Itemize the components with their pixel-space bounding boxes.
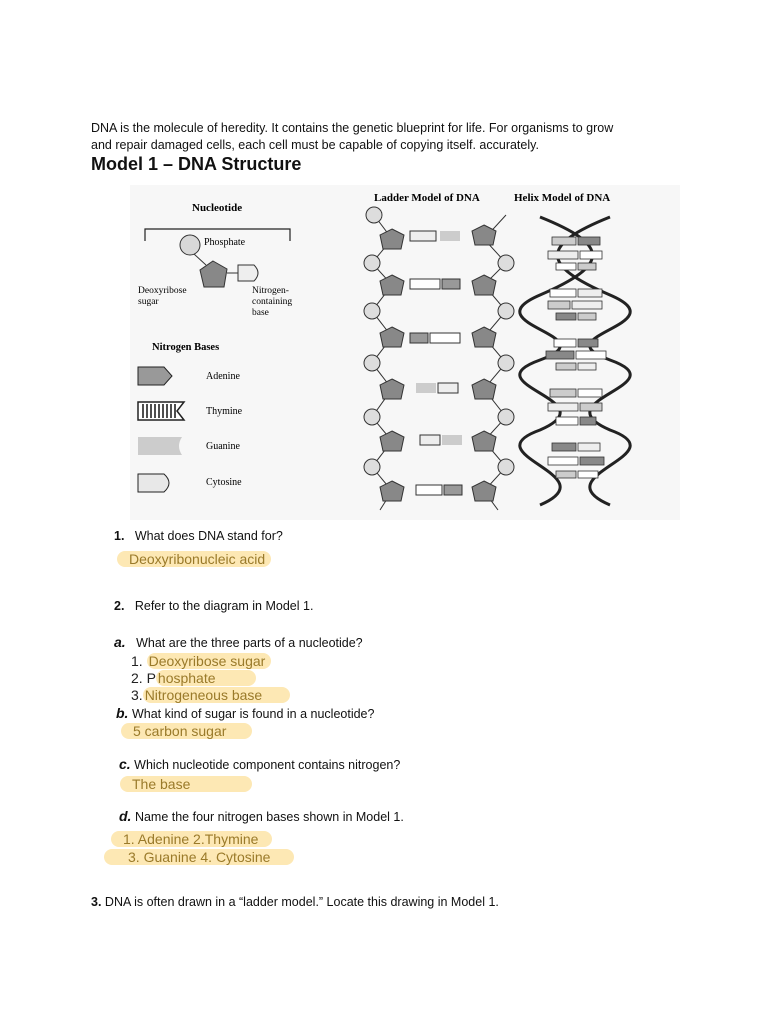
guanine-shape: [138, 437, 182, 455]
helix-title: Helix Model of DNA: [514, 192, 611, 204]
answer-2a-1-prefix: 1.: [131, 653, 147, 669]
intro-paragraph: [91, 120, 691, 154]
question-3-number: 3.: [91, 895, 102, 909]
thymine-label: Thymine: [206, 406, 243, 417]
answer-2a-2-prefix: 2. P: [131, 670, 156, 686]
answer-2b-field[interactable]: 5 carbon sugar: [121, 723, 252, 739]
base-label-2: containing: [252, 297, 293, 307]
answer-2a-1[interactable]: [131, 653, 271, 669]
question-2d-label: d.: [119, 808, 132, 824]
question-2c: [119, 756, 400, 772]
question-1-text: What does DNA stand for?: [134, 529, 283, 543]
question-2: [114, 599, 313, 613]
question-2a-text: What are the three parts of a nucleotide?: [136, 636, 363, 650]
phosphate-circle: [180, 235, 200, 255]
question-3-text: DNA is often drawn in a “ladder model.” Locate this drawing in Model 1.: [104, 895, 499, 909]
nucleotide-title: Nucleotide: [192, 202, 243, 214]
intro-line-2: and repair damaged cells, each cell must be capable of copying itself. accurately.: [91, 138, 539, 152]
adenine-label: Adenine: [206, 371, 240, 382]
answer-2c-field[interactable]: The base: [120, 776, 252, 792]
thymine-shape: [138, 402, 184, 420]
answer-2a-3[interactable]: [131, 687, 290, 703]
question-2a-label: a.: [114, 634, 126, 650]
guanine-label: Guanine: [206, 441, 240, 452]
question-1: [114, 529, 283, 543]
answer-2d-line-1[interactable]: 1. Adenine 2.Thymine: [111, 831, 272, 847]
question-2b-text: What kind of sugar is found in a nucleotide?: [131, 707, 375, 721]
question-2b-label: b.: [116, 705, 129, 721]
phosphate-label: Phosphate: [204, 237, 246, 248]
question-2d: [119, 808, 404, 824]
bases-title: Nitrogen Bases: [152, 342, 220, 353]
adenine-shape: [138, 367, 172, 385]
question-2a: [114, 634, 363, 650]
answer-2a-3-prefix: 3.: [131, 687, 143, 703]
intro-line-1: DNA is the molecule of heredity. It contains the genetic blueprint for life. For organisms to grow: [91, 121, 614, 135]
answer-2a-1-text: Deoxyribose sugar: [147, 653, 272, 669]
base-label-1: Nitrogen-: [252, 286, 289, 296]
answer-1-field[interactable]: Deoxyribonucleic acid: [117, 551, 271, 567]
model-title: Model 1 – DNA Structure: [91, 154, 302, 174]
answer-2a-3-text: Nitrogeneous base: [143, 687, 291, 703]
cytosine-label: Cytosine: [206, 477, 242, 488]
question-3: [91, 895, 499, 909]
dna-model-diagram: [130, 185, 680, 520]
answer-2a-2-text: hosphate: [156, 670, 256, 686]
question-2d-text: Name the four nitrogen bases shown in Model 1.: [134, 810, 404, 824]
question-2b: [116, 705, 374, 721]
question-2c-label: c.: [119, 756, 131, 772]
answer-2d-line-2[interactable]: 3. Guanine 4. Cytosine: [104, 849, 294, 865]
sugar-label-2: sugar: [138, 297, 159, 307]
base-label-3: base: [252, 308, 269, 318]
base-shape: [238, 265, 258, 281]
question-2-text: Refer to the diagram in Model 1.: [134, 599, 314, 613]
cytosine-shape: [138, 474, 169, 492]
question-2-number: 2.: [114, 599, 125, 613]
question-2c-text: Which nucleotide component contains nitrogen?: [134, 758, 401, 772]
sugar-label-1: Deoxyribose: [138, 286, 187, 296]
answer-2a-2[interactable]: [131, 670, 256, 686]
ladder-title: Ladder Model of DNA: [374, 192, 480, 204]
question-1-number: 1.: [114, 529, 125, 543]
